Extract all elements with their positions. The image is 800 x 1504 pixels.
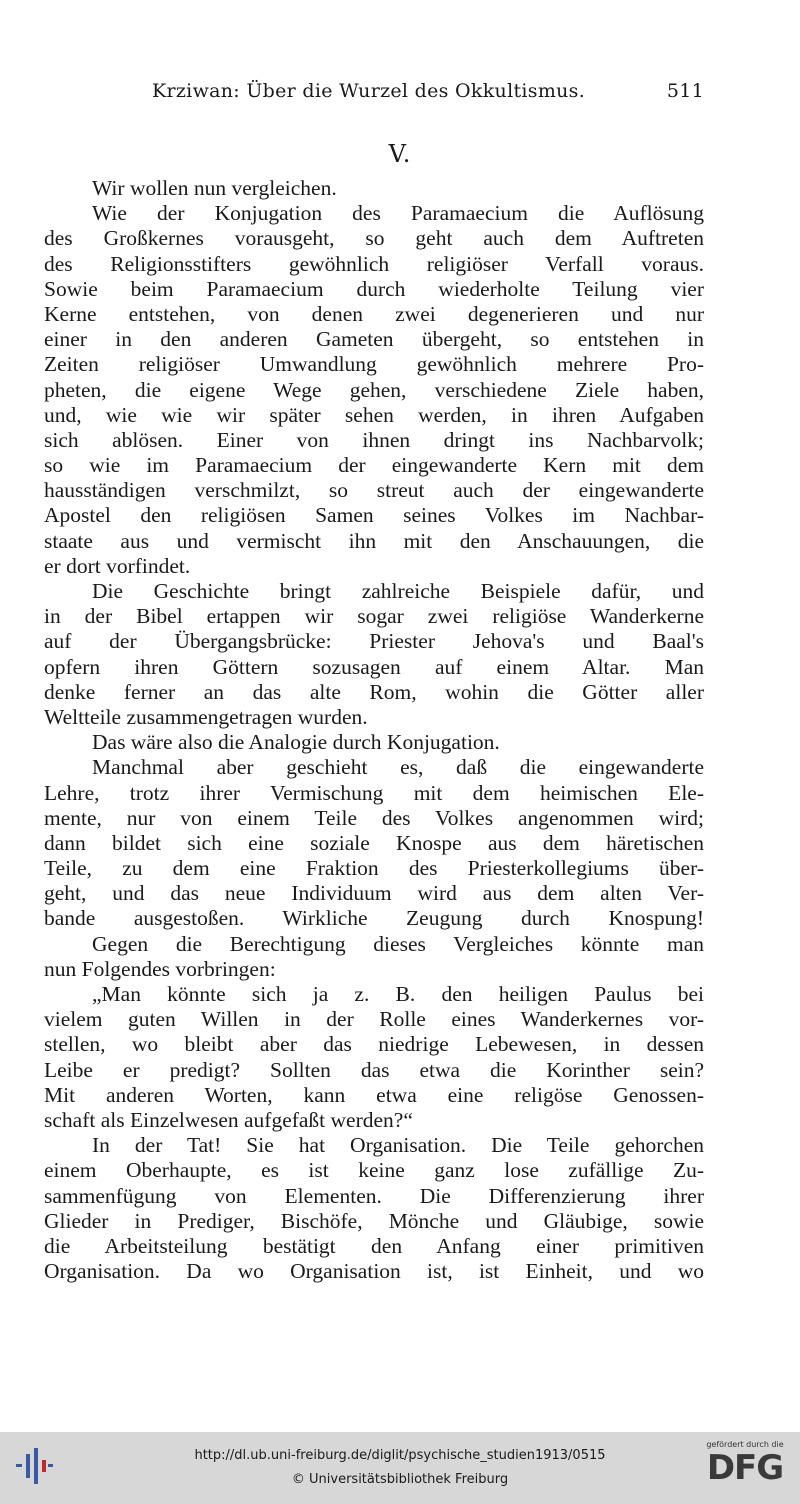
text-line: Kerne entstehen, von denen zwei degenerieren und nur [44,301,704,326]
text-line: „Man könnte sich ja z. B. den heiligen Paulus bei [92,982,704,1006]
text-line: sammenfügung von Elementen. Die Differenzierung ihrer [44,1183,704,1208]
text-line: Wir wollen nun vergleichen. [92,176,337,200]
text-line: stellen, wo bleibt aber das niedrige Lebewesen, in dessen [44,1032,704,1057]
text-line: dann bildet sich eine soziale Knospe aus dem häretischen [44,830,704,855]
text-line: sich ablösen. Einer von ihnen dringt ins Nachbarvolk; [44,427,704,452]
text-line: bande ausgestoßen. Wirkliche Zeugung durch Knospung! [44,906,704,931]
text-line: Leibe er predigt? Sollten das etwa die Korinther sein? [44,1057,704,1082]
source-url[interactable]: http://dl.ub.uni-freiburg.de/diglit/psychische_studien1913/0515 [194,1448,606,1463]
copyright-notice: © Universitätsbibliothek Freiburg [291,1472,509,1487]
text-line: nun Folgendes vorbringen: [44,956,276,981]
page-number: 511 [666,80,704,102]
text-line: denke ferner an das alte Rom, wohin die Götter aller [44,679,704,704]
text-line: Das wäre also die Analogie durch Konjugation. [92,730,500,755]
dfg-logo: DFG [706,1448,784,1488]
text-line: Manchmal aber geschieht es, daß die eingewanderte [92,755,704,780]
text-line: vielem guten Willen in der Rolle eines Wanderkernes vor- [44,1007,704,1032]
text-line: Apostel den religiösen Samen seines Volkes im Nachbar- [44,503,704,528]
text-line: mente, nur von einem Teile des Volkes angenommen wird; [44,805,704,830]
text-line: Zeiten religiöser Umwandlung gewöhnlich mehrere Pro- [44,352,704,377]
text-line: Gegen die Berechtigung dieses Vergleiches könnte man [92,931,704,956]
footer-bar [0,1432,800,1504]
text-line: einem Oberhaupte, es ist keine ganz lose zufällige Zu- [44,1158,704,1183]
text-line: er dort vorfindet. [44,553,191,578]
section-heading: V. [388,140,412,168]
text-line: Weltteile zusammengetragen wurden. [44,704,368,729]
text-line: Lehre, trotz ihrer Vermischung mit dem heimischen Ele- [44,780,704,805]
text-line: geht, und das neue Individuum wird aus dem alten Ver- [44,881,704,906]
running-title: Krziwan: Über die Wurzel des Okkultismus. [152,80,586,102]
text-line: Mit anderen Worten, kann etwa eine religöse Genossen- [44,1082,704,1107]
funding-note: gefördert durch die [706,1440,784,1449]
text-line: opfern ihren Göttern sozusagen auf einem Altar. Man [44,654,704,679]
text-line: Glieder in Prediger, Bischöfe, Mönche und Gläubige, sowie [44,1208,704,1233]
text-line: staate aus und vermischt ihn mit den Anschauungen, die [44,528,704,553]
funding-logo [700,1440,790,1488]
text-line: pheten, die eigene Wege gehen, verschiedene Ziele haben, [44,377,704,402]
text-line: einer in den anderen Gameten übergeht, so entstehen in [44,327,704,352]
text-line: In der Tat! Sie hat Organisation. Die Teile gehorchen [92,1133,704,1158]
text-line: Teile, zu dem eine Fraktion des Priesterkollegiums über- [44,856,704,881]
text-line: so wie im Paramaecium der eingewanderte Kern mit dem [44,453,704,478]
text-line: des Religionsstifters gewöhnlich religiöser Verfall voraus. [44,251,704,276]
body-text [44,176,704,1284]
text-line: und, wie wie wir später sehen werden, in ihren Aufgaben [44,402,704,427]
text-line: in der Bibel ertappen wir sogar zwei religiöse Wanderkerne [44,604,704,629]
text-line: Sowie beim Paramaecium durch wiederholte Teilung vier [44,276,704,301]
text-line: auf der Übergangsbrücke: Priester Jehova's und Baal's [44,629,704,654]
text-line: schaft als Einzelwesen aufgefaßt werden?“ [44,1107,413,1132]
text-line: Wie der Konjugation des Paramaecium die Auflösung [92,201,704,226]
text-line: Organisation. Da wo Organisation ist, ist Einheit, und wo [44,1259,704,1284]
text-line: des Großkernes vorausgeht, so geht auch dem Auftreten [44,226,704,251]
text-line: Die Geschichte bringt zahlreiche Beispiele dafür, und [92,579,704,603]
text-line: hausständigen verschmilzt, so streut auch der eingewanderte [44,478,704,503]
text-line: die Arbeitsteilung bestätigt den Anfang einer primitiven [44,1233,704,1258]
